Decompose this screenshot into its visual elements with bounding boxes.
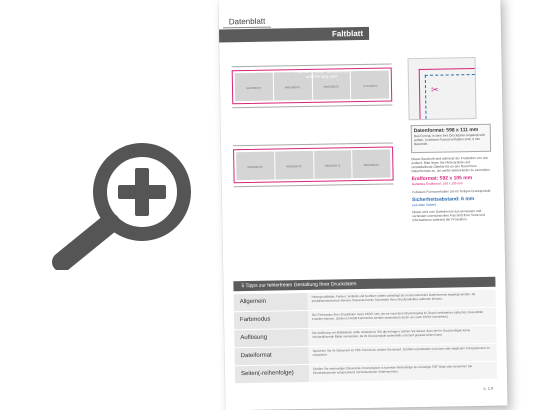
format-notes — [411, 124, 493, 226]
safety-heading: Sicherheitsabstand: 6 mm — [411, 195, 475, 203]
panel-label: INNENSEITE — [324, 164, 341, 168]
datasheet-page — [218, 0, 507, 410]
panel — [314, 150, 352, 179]
safety-text: Dieser wird vom Datenformat aus gemessen und verhindert unerwünschten Anschnitt Ihrer Texte und Informationen während der Produktion. — [412, 208, 485, 223]
end-format-text: In diesem Format erhalten Sie Ihr fertiges Druckprodukt. — [411, 188, 492, 194]
tip-label: Farbmodus — [234, 311, 308, 329]
corner-detail — [407, 57, 476, 120]
safety-line — [425, 74, 476, 119]
tip-text: Hintergrundbilder, Farben, Verläufe und Grafiken sollten unbedingt bis an den Rand des Datenformats angelegt werden, da produktionstechnisch kleinere Toleranzen beim Schneiden Ihres Druckproduktes auftreten können. — [308, 290, 496, 310]
tip-label: Auflösung — [234, 329, 308, 347]
page-number: s. 1.0 — [483, 385, 494, 391]
zoom-in-icon[interactable] — [42, 130, 197, 270]
scissors-icon: ✂ — [430, 84, 439, 95]
section-tag: Datenblatt — [223, 16, 272, 29]
bleed-note: Dieser Beschnitt wird während der Produktion von uns entfernt. Bitte legen Sie Hintergründe und randabfallende Objekte bis an den Rand Ihres Datenformats an, um weiße Seitenränder zu vermeiden. — [411, 155, 491, 174]
dimension-line — [233, 142, 393, 146]
end-format-heading: Endformat: 592 x 105 mm — [411, 175, 473, 183]
page-title: Faltblatt — [219, 27, 369, 43]
panel — [275, 151, 313, 180]
tip-text: Senden Sie mehrseitige Dokumente chronologisch in korrekter Reihenfolge als einseitige PDF-Datei oder benennen Sie Einzeldokumente entsprechend mit fortlaufender Seitennummer. — [309, 362, 497, 382]
inner-side-diagram — [233, 140, 394, 187]
data-format-box — [411, 124, 491, 153]
panel — [236, 152, 274, 181]
data-format-heading: Datenformat: 598 x 111 mm — [413, 126, 479, 135]
panel — [351, 71, 389, 100]
panel-label: INNENSEITE — [286, 165, 302, 169]
diagram-overlay-text: Faltblatt 4-seitig · Zickzackfalz auf DIN lang quer — [294, 68, 349, 79]
tip-text: Die Auflösung von Bilddateien sollte mindestens 300 dpi betragen. Achten Sie darauf, dass bei Ihr Druckvorlagen keine Hochauflösende Bilder verwenden, da Ihr Druckprodukt andernfalls unscharf gepixelt wirken kann. — [308, 326, 496, 346]
end-format-sub: Gefalztes Endformat: 148 x 105 mm — [411, 181, 463, 187]
safety-sub: (auf allen Seiten) — [412, 202, 437, 207]
panel-label: INNENSEITE — [363, 163, 380, 167]
dimension-line — [234, 183, 394, 187]
tip-label: Allgemein — [234, 293, 308, 311]
panel — [352, 150, 390, 179]
panel-label: RÜCKSEITE — [246, 86, 262, 91]
tip-text: Der Farbmodus Ihrer Druckdaten muss CMYK sein, da wir nach dem Druckvorgang im Druck) verändertes optisches Gesamtbild erstellen können. (Gelten im RGB-Farbmodus werden automatisch durch uns nach CMYK konvertiert.) — [308, 308, 496, 328]
panel-label: INNENSEITE — [284, 86, 301, 90]
tip-label: Dateiformat — [235, 347, 309, 365]
panel-label: INNENSEITE — [247, 165, 264, 170]
panel-label: INNENSEITE — [323, 85, 340, 89]
outer-side-diagram — [232, 61, 393, 108]
tip-text: Speichern Sie Ihr Dokument im PDF-Format ab. Achten Sie darauf, Schriften einzubetten und zuvor alle möglichen Transparenzen zu reduzieren. — [309, 344, 497, 364]
panel — [235, 73, 273, 102]
dimension-line — [232, 63, 392, 67]
data-format-text: Das Format, in dem Ihre Druckdaten angelegt sein sollten. In diesem Format enthalten sind: 3 mm Beschnitt. — [413, 132, 486, 147]
tip-label: Seiten(-reihenfolge) — [235, 365, 309, 383]
magnifier-plus-icon — [42, 130, 197, 270]
panel-label: TITELSEITE — [362, 84, 378, 88]
tips-table — [234, 290, 498, 385]
tips-heading: 5 Tipps zur fehlerfreien Gestaltung Ihrer Druckdaten — [233, 277, 495, 292]
tip-row — [235, 362, 497, 384]
dimension-line — [232, 104, 392, 108]
